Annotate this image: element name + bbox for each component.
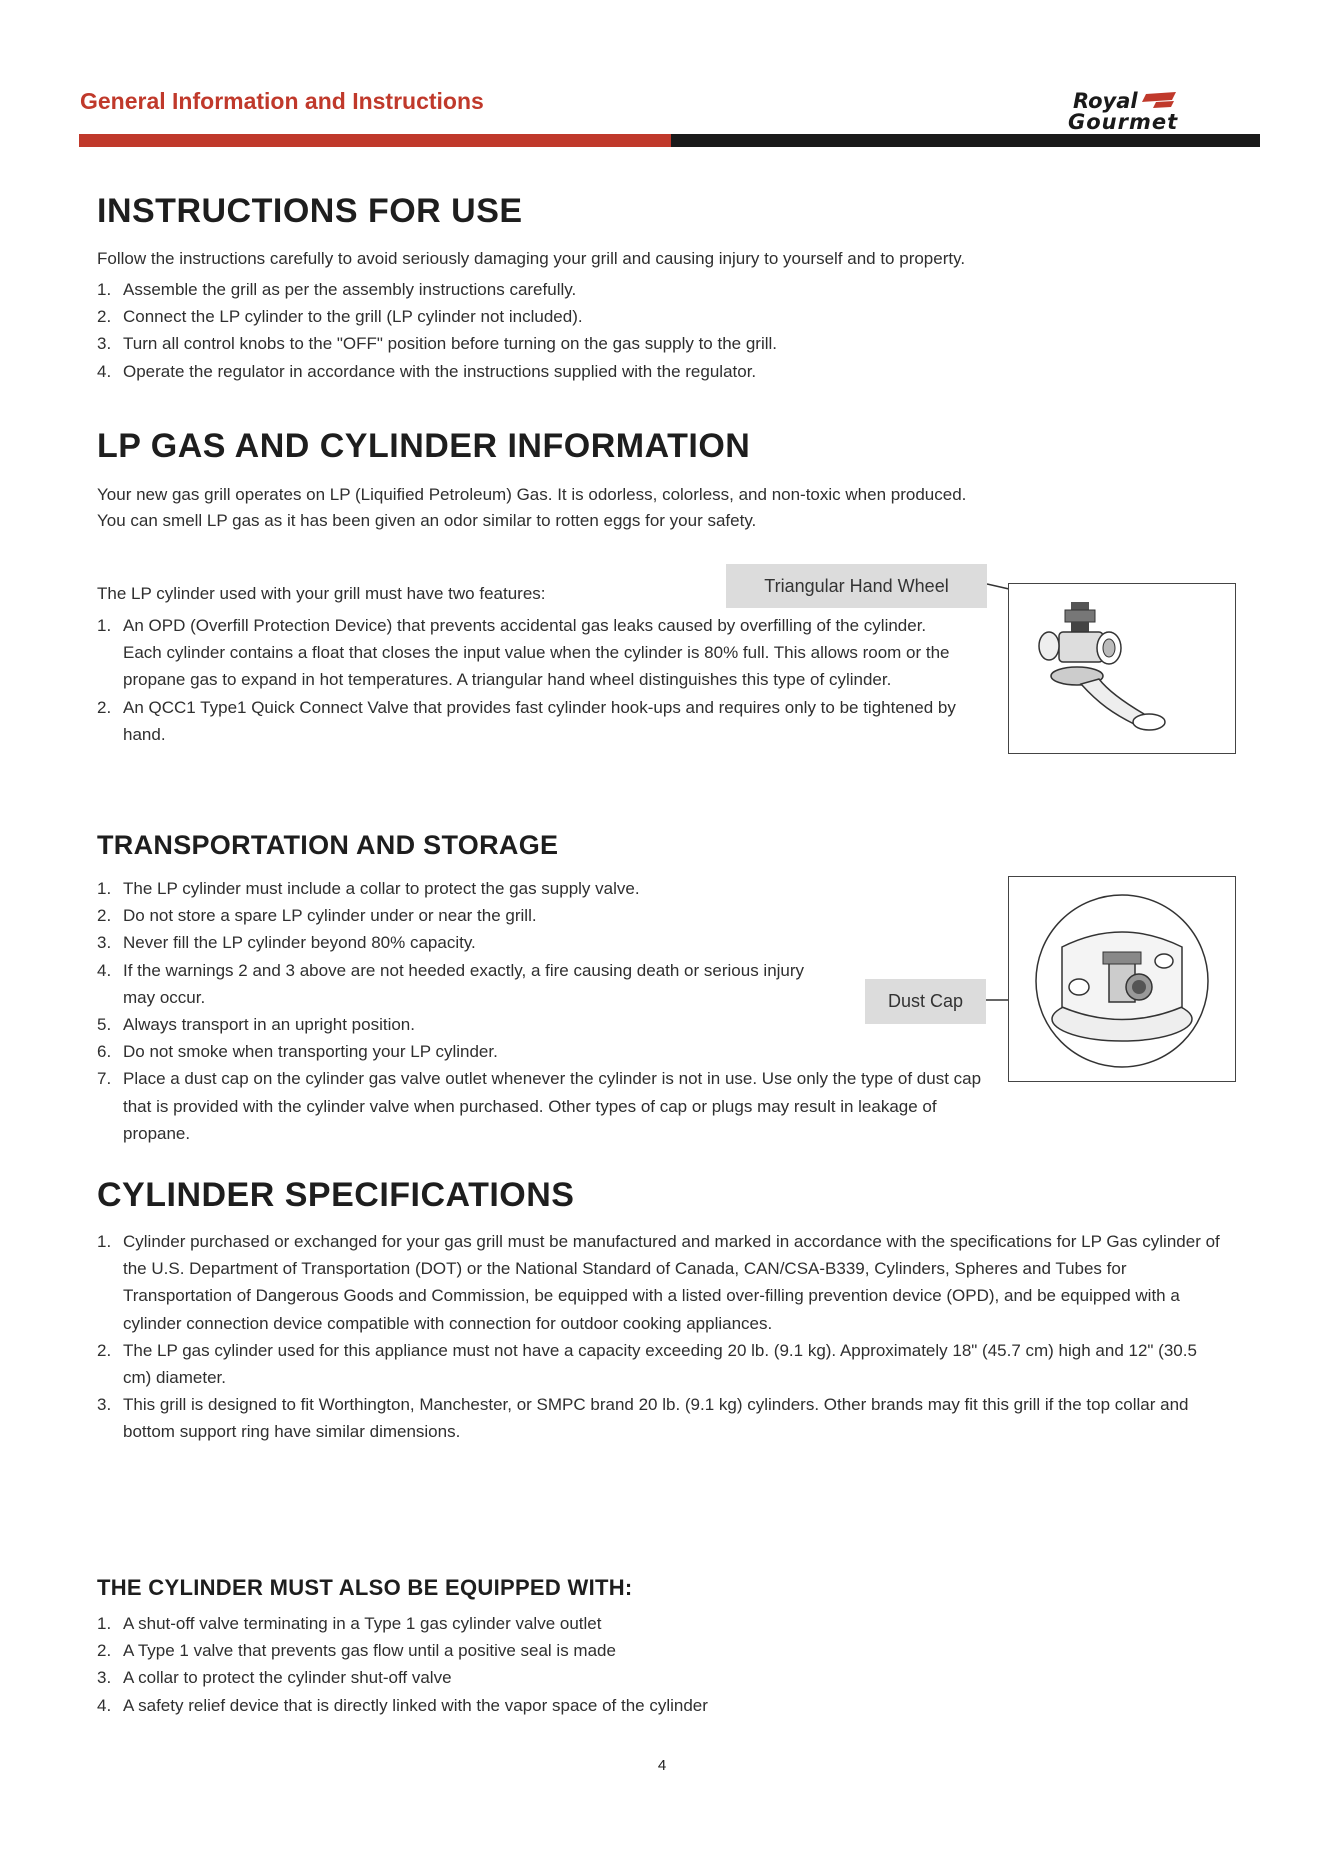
list-item: 5. Always transport in an upright position.: [97, 1015, 415, 1035]
list-item: 4. A safety relief device that is directly linked with the vapor space of the cylinder: [97, 1695, 708, 1715]
heading-instructions-for-use: INSTRUCTIONS FOR USE: [97, 192, 523, 230]
heading-equipped-with: THE CYLINDER MUST ALSO BE EQUIPPED WITH:: [97, 1575, 633, 1600]
list-item: 2. An QCC1 Type1 Quick Connect Valve that provides fast cylinder hook-ups and requires only to be tightened by hand.: [97, 697, 956, 744]
transport-list: [97, 875, 982, 1147]
list-item: 3. Turn all control knobs to the "OFF" position before turning on the gas supply to the grill.: [97, 334, 778, 354]
list-item: 2. The LP gas cylinder used for this appliance must not have a capacity exceeding 20 lb. (9.1 kg). Approximately 18" (45.7 cm) high and 12" (30.5 cm) diameter.: [97, 1340, 1197, 1388]
brand-logo-flame: [1142, 92, 1176, 102]
list-item: 6. Do not smoke when transporting your LP cylinder.: [97, 1042, 498, 1062]
brand-logo-line1: Royal: [1073, 89, 1138, 113]
lp-gas-intro-2: You can smell LP gas as it has been given an odor similar to rotten eggs for your safety.: [97, 511, 757, 530]
list-item: 2. Do not store a spare LP cylinder under or near the grill.: [97, 906, 537, 926]
equipped-list: [97, 1610, 708, 1719]
hand-wheel-valve-icon: [1009, 584, 1235, 753]
heading-transportation-storage: TRANSPORTATION AND STORAGE: [97, 830, 559, 860]
cylinder-specs-list: [97, 1228, 1227, 1446]
figure-dust-cap: [1008, 876, 1236, 1082]
brand-logo-line2: Gourmet: [1068, 110, 1179, 134]
header-divider-bar: [79, 134, 1260, 147]
list-item: 1. The LP cylinder must include a collar to protect the gas supply valve.: [97, 879, 640, 898]
list-item: 1. Cylinder purchased or exchanged for your gas grill must be manufactured and marked in accordance with the specifications for LP Gas cylinder of the U.S. Department of Transportation (DOT) or the National Standard of Canada, CAN/CSA-B339, Cylinders, Spheres and Tubes for Transportation of Dangerous Goods and Commission, be equipped with a listed over-filling prevention device (OPD), and be equipped with a cylinder connection device compatible with connection for outdoor cooking appliances.: [97, 1232, 1220, 1333]
list-item: 3. A collar to protect the cylinder shut-off valve: [97, 1668, 452, 1688]
instructions-intro: Follow the instructions carefully to avoid seriously damaging your grill and causing injury to yourself and to property.: [97, 249, 966, 268]
lp-gas-features-intro: The LP cylinder used with your grill must have two features:: [97, 584, 546, 603]
lp-gas-intro-1: Your new gas grill operates on LP (Liquified Petroleum) Gas. It is odorless, colorless, and non-toxic when produced.: [97, 485, 967, 504]
list-item: 3. Never fill the LP cylinder beyond 80% capacity.: [97, 933, 476, 953]
figure-label-triangular-hand-wheel: Triangular Hand Wheel: [726, 564, 987, 608]
brand-logo: [1028, 86, 1258, 134]
dust-cap-icon: [1009, 877, 1235, 1081]
list-item: 1. An OPD (Overfill Protection Device) that prevents accidental gas leaks caused by overfilling of the cylinder. Each cylinder contains a float that closes the input value when the cylinder is 80% full. This allows room or the propane gas to expand in hot temperatures. A triangular hand wheel distinguishes this type of cylinder.: [97, 616, 950, 690]
list-item: 4. Operate the regulator in accordance with the instructions supplied with the regulator.: [97, 361, 757, 381]
list-item: 3. This grill is designed to fit Worthington, Manchester, or SMPC brand 20 lb. (9.1 kg) cylinders. Other brands may fit this grill if the top collar and bottom support ring have similar dimensions.: [97, 1395, 1189, 1442]
page-number: 4: [657, 1757, 667, 1774]
heading-cylinder-specifications: CYLINDER SPECIFICATIONS: [97, 1176, 575, 1214]
lp-gas-features-list: [97, 612, 957, 748]
header-title: General Information and Instructions: [80, 88, 484, 114]
figure-hand-wheel-valve: [1008, 583, 1236, 754]
list-item: 2. Connect the LP cylinder to the grill (LP cylinder not included).: [97, 307, 583, 327]
list-item: 2. A Type 1 valve that prevents gas flow until a positive seal is made: [97, 1641, 616, 1661]
list-item: 1. A shut-off valve terminating in a Type 1 gas cylinder valve outlet: [97, 1614, 602, 1633]
list-item: 1. Assemble the grill as per the assembly instructions carefully.: [97, 280, 577, 299]
header-bar-black: [671, 134, 1260, 147]
brand-logo-mark: [1028, 86, 1258, 134]
header-bar-red: [79, 134, 671, 147]
figure-label-dust-cap: Dust Cap: [865, 979, 986, 1024]
heading-lp-gas: LP GAS AND CYLINDER INFORMATION: [97, 427, 751, 465]
brand-logo-flame-2: [1153, 101, 1174, 108]
instructions-list: [97, 276, 777, 385]
list-item: 7. Place a dust cap on the cylinder gas valve outlet whenever the cylinder is not in use. Use only the type of dust cap that is provided with the cylinder valve when purchased. Other types of cap or plugs may result in leakage of propane.: [97, 1069, 982, 1143]
list-item: 4. If the warnings 2 and 3 above are not heeded exactly, a fire causing death or serious injury may occur.: [97, 960, 805, 1007]
